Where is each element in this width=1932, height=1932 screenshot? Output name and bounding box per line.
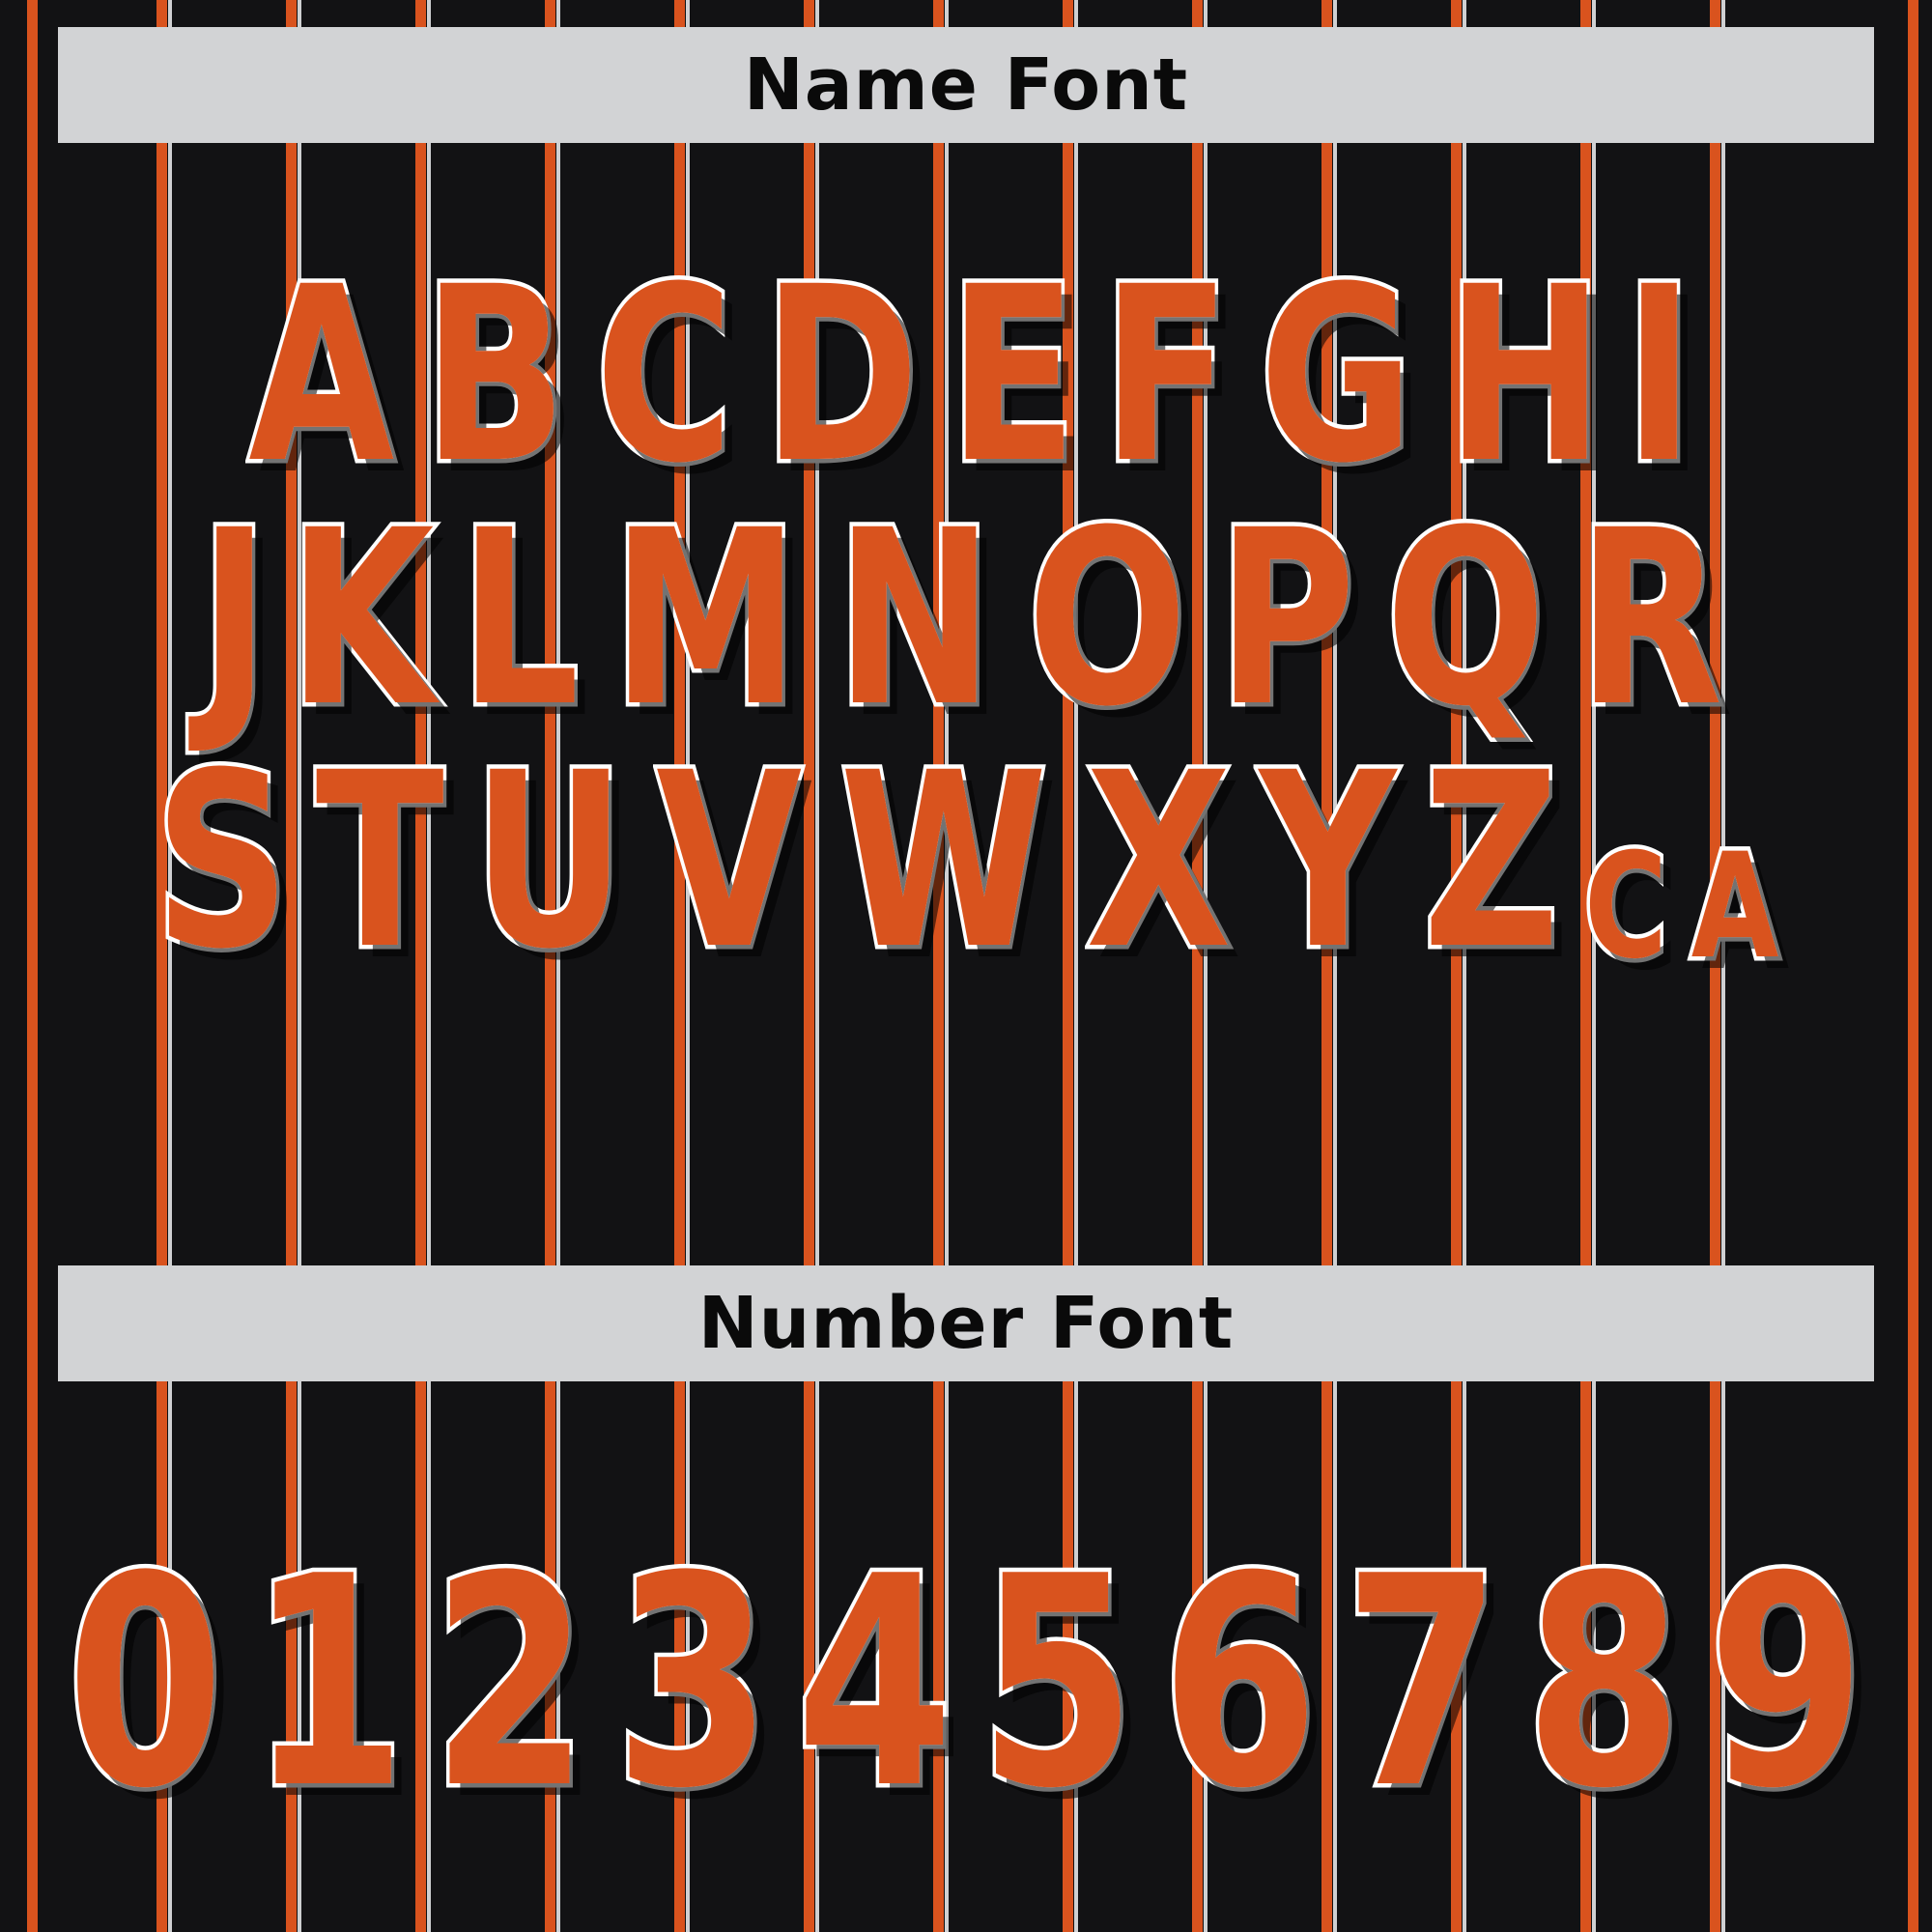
glyph-letter-d: D (763, 235, 921, 516)
glyph-letter-k: K (287, 477, 435, 759)
glyph-digit-6: 6 (1160, 1515, 1319, 1852)
glyph-letter-v: V (655, 721, 802, 1002)
glyph-letter-r: R (1577, 477, 1723, 759)
letter-row-2 (0, 477, 1932, 759)
glyph-letter-o: O (1027, 477, 1187, 759)
glyph-letter-i: I (1624, 235, 1694, 516)
glyph-letter-small-c: C (1583, 823, 1667, 991)
glyph-digit-1: 1 (248, 1515, 407, 1852)
number-font-banner (58, 1265, 1874, 1381)
glyph-letter-n: N (836, 477, 994, 759)
glyph-digit-2: 2 (431, 1515, 589, 1852)
digit-row (0, 1515, 1932, 1852)
name-font-banner (58, 27, 1874, 143)
glyph-letter-j: J (198, 477, 270, 759)
glyph-digit-0: 0 (67, 1515, 225, 1852)
glyph-letter-y: Y (1259, 721, 1396, 1002)
glyph-digit-4: 4 (796, 1515, 954, 1852)
glyph-letter-a: A (248, 235, 395, 516)
glyph-digit-9: 9 (1707, 1515, 1865, 1852)
glyph-letter-q: Q (1385, 477, 1547, 759)
glyph-letter-z: Z (1422, 721, 1559, 1002)
glyph-letter-c: C (595, 235, 734, 516)
glyph-letter-t: T (315, 721, 444, 1002)
glyph-letter-w: W (839, 721, 1048, 1002)
glyph-digit-3: 3 (613, 1515, 772, 1852)
letter-row-1 (0, 235, 1932, 516)
glyph-letter-e: E (948, 235, 1078, 516)
number-font-glyph-row (0, 1515, 1932, 1852)
glyph-digit-8: 8 (1525, 1515, 1684, 1852)
glyph-letter-u: U (471, 721, 626, 1002)
letter-row-3 (0, 721, 1932, 1002)
glyph-letter-x: X (1086, 721, 1232, 1002)
glyph-letter-g: G (1259, 235, 1414, 516)
glyph-letter-h: H (1445, 235, 1604, 516)
glyph-digit-7: 7 (1343, 1515, 1501, 1852)
name-font-label: Name Font (743, 43, 1189, 127)
glyph-letter-m: M (611, 477, 800, 759)
glyph-digit-5: 5 (978, 1515, 1136, 1852)
glyph-letter-p: P (1217, 477, 1356, 759)
glyph-letter-f: F (1101, 235, 1231, 516)
glyph-letter-l: L (459, 477, 581, 759)
number-font-label: Number Font (697, 1282, 1235, 1365)
glyph-letter-small-a: A (1690, 823, 1779, 991)
glyph-letter-s: S (154, 721, 291, 1002)
glyph-letter-b: B (423, 235, 568, 516)
name-font-glyph-grid (0, 235, 1932, 1002)
